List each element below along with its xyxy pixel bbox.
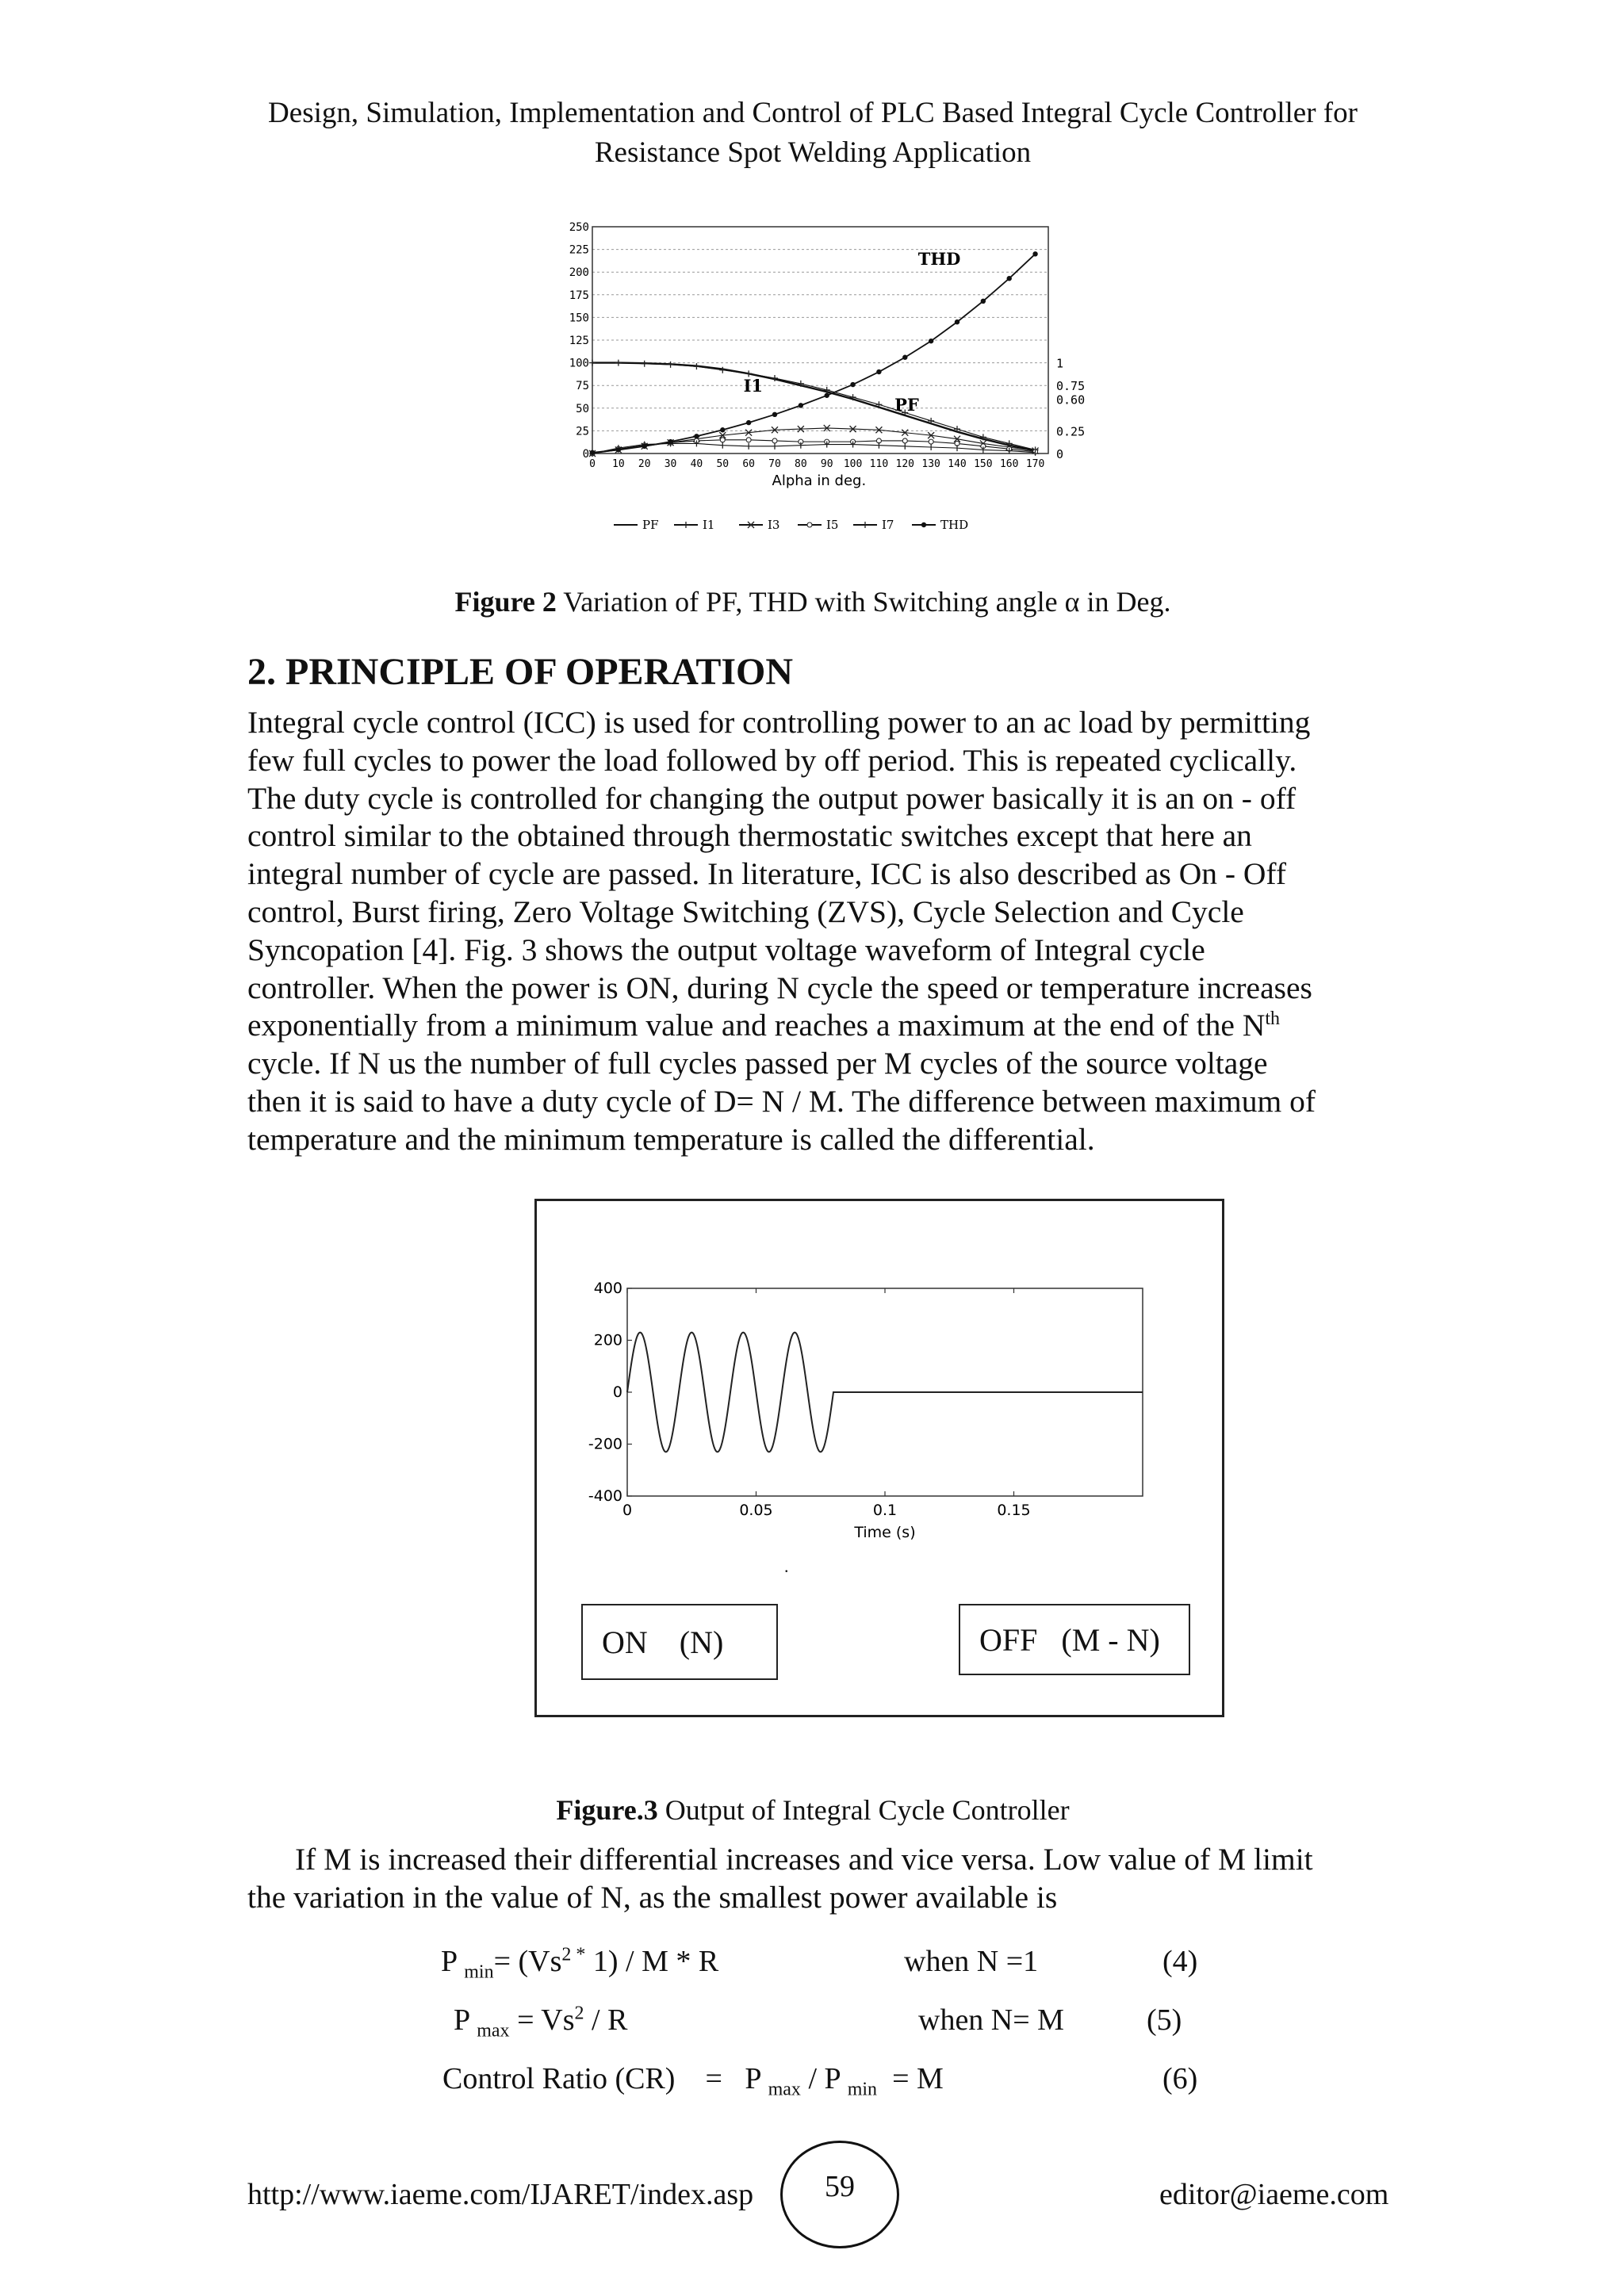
y-tick-label: 50 <box>576 402 589 415</box>
right-tick-label: 1 <box>1056 356 1064 371</box>
data-point <box>825 393 829 398</box>
data-point <box>902 355 907 360</box>
x-tick-label: 90 <box>820 458 833 470</box>
equation-4-condition: when N =1 <box>904 1945 1039 1978</box>
legend-label: I5 <box>826 518 839 532</box>
legend-label: I1 <box>703 518 715 532</box>
data-point <box>616 447 621 452</box>
data-point <box>615 360 622 366</box>
data-point <box>772 412 777 417</box>
data-point <box>683 522 689 528</box>
figure-3-box <box>534 1199 1224 1717</box>
data-point <box>850 382 855 387</box>
series-line-i5 <box>592 440 1036 453</box>
x-tick-label: 120 <box>895 458 915 470</box>
x-tick-label: 0 <box>589 458 596 470</box>
x-tick-label: 150 <box>974 458 993 470</box>
eq4-p: P <box>441 1945 465 1978</box>
para1-line: control, Burst firing, Zero Voltage Switching (ZVS), Cycle Selection and Cycle <box>247 894 1244 929</box>
y-tick-label: 175 <box>569 289 589 302</box>
y-tick-label: 150 <box>569 312 589 325</box>
data-point <box>1007 276 1012 281</box>
figure-3-svg <box>537 1201 1222 1582</box>
eq4-rhs: 1) / M * R <box>585 1945 719 1978</box>
right-tick-label: 0.75 <box>1056 379 1086 394</box>
x-tick-label: 10 <box>612 458 625 470</box>
on-label: ON (N) <box>602 1624 724 1660</box>
running-header <box>159 94 1467 173</box>
para1-line: control similar to the obtained through thermostatic switches except that here an <box>247 818 1252 854</box>
footer-email: editor@iaeme.com <box>1159 2178 1389 2211</box>
eq5-sup: 2 <box>574 2003 584 2024</box>
data-point <box>746 420 751 425</box>
data-point <box>668 439 672 444</box>
x-tick-label: 0.15 <box>997 1502 1031 1519</box>
eq4-lhs: = (Vs <box>493 1945 562 1978</box>
eq6-lhs: Control Ratio (CR) = P <box>442 2062 768 2095</box>
data-point <box>929 339 933 343</box>
off-label-box <box>959 1604 1190 1675</box>
y-tick-label: 0 <box>612 1383 622 1401</box>
eq5-p: P <box>454 2003 477 2037</box>
data-point <box>772 438 777 443</box>
para1-line: cycle. If N us the number of full cycles passed per M cycles of the source voltage <box>247 1046 1268 1081</box>
data-point <box>694 434 699 438</box>
x-tick-label: 170 <box>1025 458 1045 470</box>
annotation-label: PF <box>894 395 919 415</box>
eq6-sub-min: min <box>847 2079 878 2100</box>
data-point <box>807 522 812 527</box>
legend-label: THD <box>940 518 969 532</box>
equation-5-number: (5) <box>1147 2003 1182 2037</box>
para1-line: Integral cycle control (ICC) is used for controlling power to an ac load by permitting <box>247 705 1311 740</box>
x-tick-label: 0 <box>622 1502 633 1519</box>
x-tick-label: 140 <box>948 458 967 470</box>
equation-6 <box>442 2061 944 2101</box>
para2-line: the variation in the value of N, as the smallest power available is <box>247 1879 1058 1915</box>
data-point <box>668 362 674 368</box>
y-tick-label: 250 <box>569 221 589 234</box>
data-point <box>1032 251 1037 256</box>
section-title: 2. PRINCIPLE OF OPERATION <box>247 651 794 693</box>
x-tick-label: 110 <box>869 458 889 470</box>
y-tick-label: 25 <box>576 425 589 438</box>
data-point <box>693 363 699 369</box>
eq4-sub: min <box>464 1961 494 1983</box>
x-tick-label: 0.05 <box>739 1502 773 1519</box>
right-tick-label: 0.25 <box>1056 424 1086 439</box>
superscript-th: th <box>1265 1008 1281 1030</box>
eq5-sub: max <box>477 2020 510 2042</box>
eq5-lhs: = Vs <box>509 2003 575 2037</box>
annotation-label: I1 <box>743 376 764 396</box>
figure-2-caption-text: Variation of PF, THD with Switching angle α in Deg. <box>556 586 1171 618</box>
equation-5-condition: when N= M <box>918 2003 1064 2037</box>
y-tick-label: 100 <box>569 357 589 370</box>
y-tick-label: 200 <box>569 266 589 280</box>
para1-line: integral number of cycle are passed. In literature, ICC is also described as On - Off <box>247 856 1286 892</box>
x-tick-label: 30 <box>664 458 677 470</box>
x-tick-label: 100 <box>843 458 863 470</box>
data-point <box>746 438 751 442</box>
right-tick-label: 0.60 <box>1056 392 1086 408</box>
equation-6-number: (6) <box>1162 2062 1198 2095</box>
footer-url: http://www.iaeme.com/IJARET/index.asp <box>247 2178 754 2211</box>
eq4-sup: 2 * <box>561 1944 586 1965</box>
figure-2-svg <box>555 214 1110 563</box>
data-point <box>902 438 907 443</box>
data-point <box>642 444 647 449</box>
header-line-2: Resistance Spot Welding Application <box>594 136 1032 169</box>
on-label-box <box>581 1604 778 1680</box>
x-tick-label: 80 <box>795 458 807 470</box>
y-tick-label: 0 <box>582 448 589 461</box>
data-point <box>955 320 959 324</box>
paragraph-1 <box>247 704 1389 1159</box>
y-tick-label: -200 <box>588 1435 622 1453</box>
figure-3-caption-text: Output of Integral Cycle Controller <box>657 1794 1070 1826</box>
eq6-sub-max: max <box>768 2079 801 2100</box>
page-number: 59 <box>780 2141 899 2248</box>
x-tick-label: 50 <box>716 458 730 470</box>
figure-3-caption-label: Figure.3 <box>556 1794 658 1826</box>
x-tick-label: 130 <box>921 458 940 470</box>
para1-line: few full cycles to power the load followed by off period. This is repeated cyclically. <box>247 742 1297 778</box>
data-point <box>876 369 881 374</box>
para1-line: then it is said to have a duty cycle of D= N / M. The difference between maximum of <box>247 1083 1316 1119</box>
x-tick-label: 60 <box>742 458 755 470</box>
para1-line: Syncopation [4]. Fig. 3 shows the output voltage waveform of Integral cycle <box>247 932 1205 967</box>
x-tick-label: 40 <box>690 458 703 470</box>
legend-label: PF <box>642 518 659 532</box>
data-point <box>929 439 933 444</box>
data-point <box>720 438 725 442</box>
legend-label: I7 <box>882 518 894 532</box>
y-tick-label: 400 <box>593 1280 622 1297</box>
para1-line: controller. When the power is ON, during N cycle the speed or temperature increases <box>247 970 1312 1005</box>
y-tick-label: -400 <box>588 1487 622 1505</box>
figure-2-caption-label: Figure 2 <box>454 586 557 618</box>
series-line-i3 <box>592 428 1036 453</box>
eq6-mid: / P <box>800 2062 848 2095</box>
off-label: OFF (M - N) <box>979 1621 1160 1658</box>
x-axis-label: Time (s) <box>854 1524 916 1541</box>
equation-5 <box>454 2003 627 2042</box>
y-tick-label: 225 <box>569 243 589 257</box>
y-tick-label: 75 <box>576 380 589 393</box>
right-tick-label: 0 <box>1056 447 1064 461</box>
y-tick-label: 200 <box>593 1331 622 1349</box>
x-tick-label: 70 <box>768 458 781 470</box>
header-line-1: Design, Simulation, Implementation and Control of PLC Based Integral Cycle Controller for <box>268 97 1358 129</box>
figure-3-caption <box>159 1793 1467 1827</box>
data-point <box>642 361 648 367</box>
data-point <box>981 299 986 304</box>
paragraph-2 <box>247 1841 1389 1917</box>
stray-dot: . <box>784 1556 789 1576</box>
legend-label: I3 <box>768 518 780 532</box>
para1-line: temperature and the minimum temperature is called the differential. <box>247 1121 1095 1157</box>
data-point <box>719 367 726 373</box>
x-tick-label: 0.1 <box>872 1502 898 1519</box>
series-line-thd <box>592 254 1036 453</box>
eq6-rhs: = M <box>877 2062 944 2095</box>
annotation-label: THD <box>917 249 961 270</box>
para1-line: The duty cycle is controlled for changing the output power basically it is an on - off <box>247 780 1297 816</box>
para1-line-with-sup <box>247 1007 1389 1045</box>
x-tick-label: 160 <box>999 458 1019 470</box>
equation-4-number: (4) <box>1162 1945 1198 1978</box>
data-point <box>921 522 926 527</box>
series-line-i1 <box>592 363 1036 450</box>
series-line-pf <box>592 363 1036 451</box>
data-point <box>799 403 803 408</box>
x-axis-label: Alpha in deg. <box>772 473 867 489</box>
y-tick-label: 125 <box>569 335 589 347</box>
figure-2-caption <box>159 585 1467 618</box>
data-point <box>720 427 725 432</box>
data-point <box>589 360 596 366</box>
eq5-rhs: / R <box>584 2003 628 2037</box>
para1-line-text: exponentially from a minimum value and reaches a maximum at the end of the N <box>247 1008 1266 1043</box>
x-tick-label: 20 <box>638 458 651 470</box>
para2-line: If M is increased their differential increases and vice versa. Low value of M limit <box>295 1842 1313 1877</box>
data-point <box>590 450 595 455</box>
figure-2-chart <box>555 214 1110 563</box>
equation-4 <box>441 1944 718 1984</box>
